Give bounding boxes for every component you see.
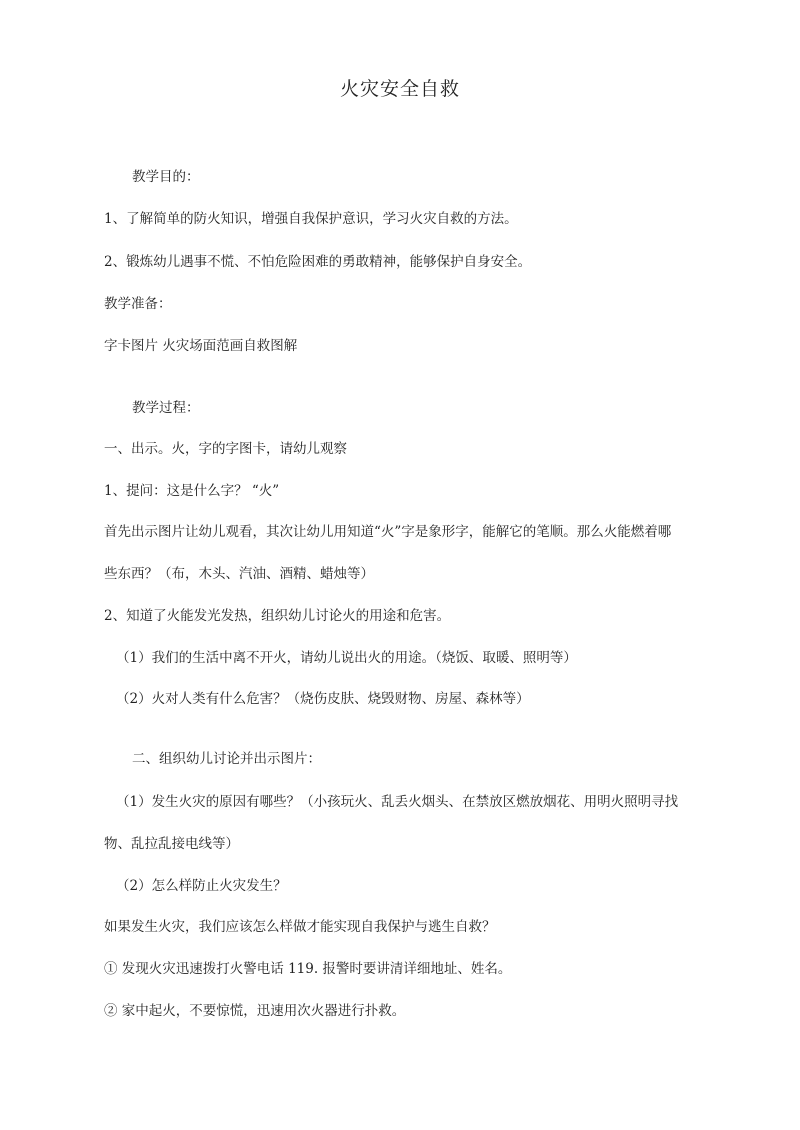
section-heading-preparation: 教学准备：	[104, 296, 172, 312]
paragraph-line: ② 家中起火，不要惊慌，迅速用次火器进行扑救。	[104, 1003, 406, 1019]
section-heading-discussion: 二、组织幼儿讨论并出示图片：	[132, 751, 321, 767]
section-heading-process: 教学过程：	[132, 400, 200, 416]
paragraph-line: ① 发现火灾迅速拨打火警电话 119. 报警时要讲清详细地址、姓名。	[104, 961, 512, 977]
paragraph-line: （2）怎么样防止火灾发生？	[116, 878, 287, 894]
paragraph-line: 物、乱拉乱接电线等）	[104, 836, 239, 852]
paragraph-line: 字卡图片 火灾场面范画自救图解	[104, 338, 298, 354]
paragraph-line: （2）火对人类有什么危害？（烧伤皮肤、烧毁财物、房屋、森林等）	[116, 691, 530, 707]
paragraph-line: （1）发生火灾的原因有哪些？（小孩玩火、乱丢火烟头、在禁放区燃放烟花、用明火照明寻找	[116, 794, 679, 810]
section-heading-objectives: 教学目的：	[132, 169, 200, 185]
paragraph-line: 1、了解简单的防火知识，增强自我保护意识，学习火灾自救的方法。	[104, 211, 518, 227]
paragraph-line: 一、出示。火，字的字图卡，请幼儿观察	[104, 441, 347, 457]
paragraph-line: （1）我们的生活中离不开火，请幼儿说出火的用途。（烧饭、取暖、照明等）	[116, 650, 577, 666]
document-title: 火灾安全自救	[339, 78, 460, 100]
paragraph-line: 些东西？（布，木头、汽油、酒精、蜡烛等）	[104, 566, 374, 582]
paragraph-line: 2、锻炼幼儿遇事不慌、不怕危险困难的勇敢精神，能够保护自身安全。	[104, 254, 532, 270]
paragraph-line: 1、提问：这是什么字？ “火”	[104, 483, 280, 499]
paragraph-line: 首先出示图片让幼儿观看，其次让幼儿用知道“火”字是象形字，能解它的笔顺。那么火能燃着哪	[104, 524, 672, 540]
paragraph-line: 如果发生火灾，我们应该怎么样做才能实现自我保护与逃生自救？	[104, 919, 496, 935]
paragraph-line: 2、知道了火能发光发热，组织幼儿讨论火的用途和危害。	[104, 608, 451, 624]
